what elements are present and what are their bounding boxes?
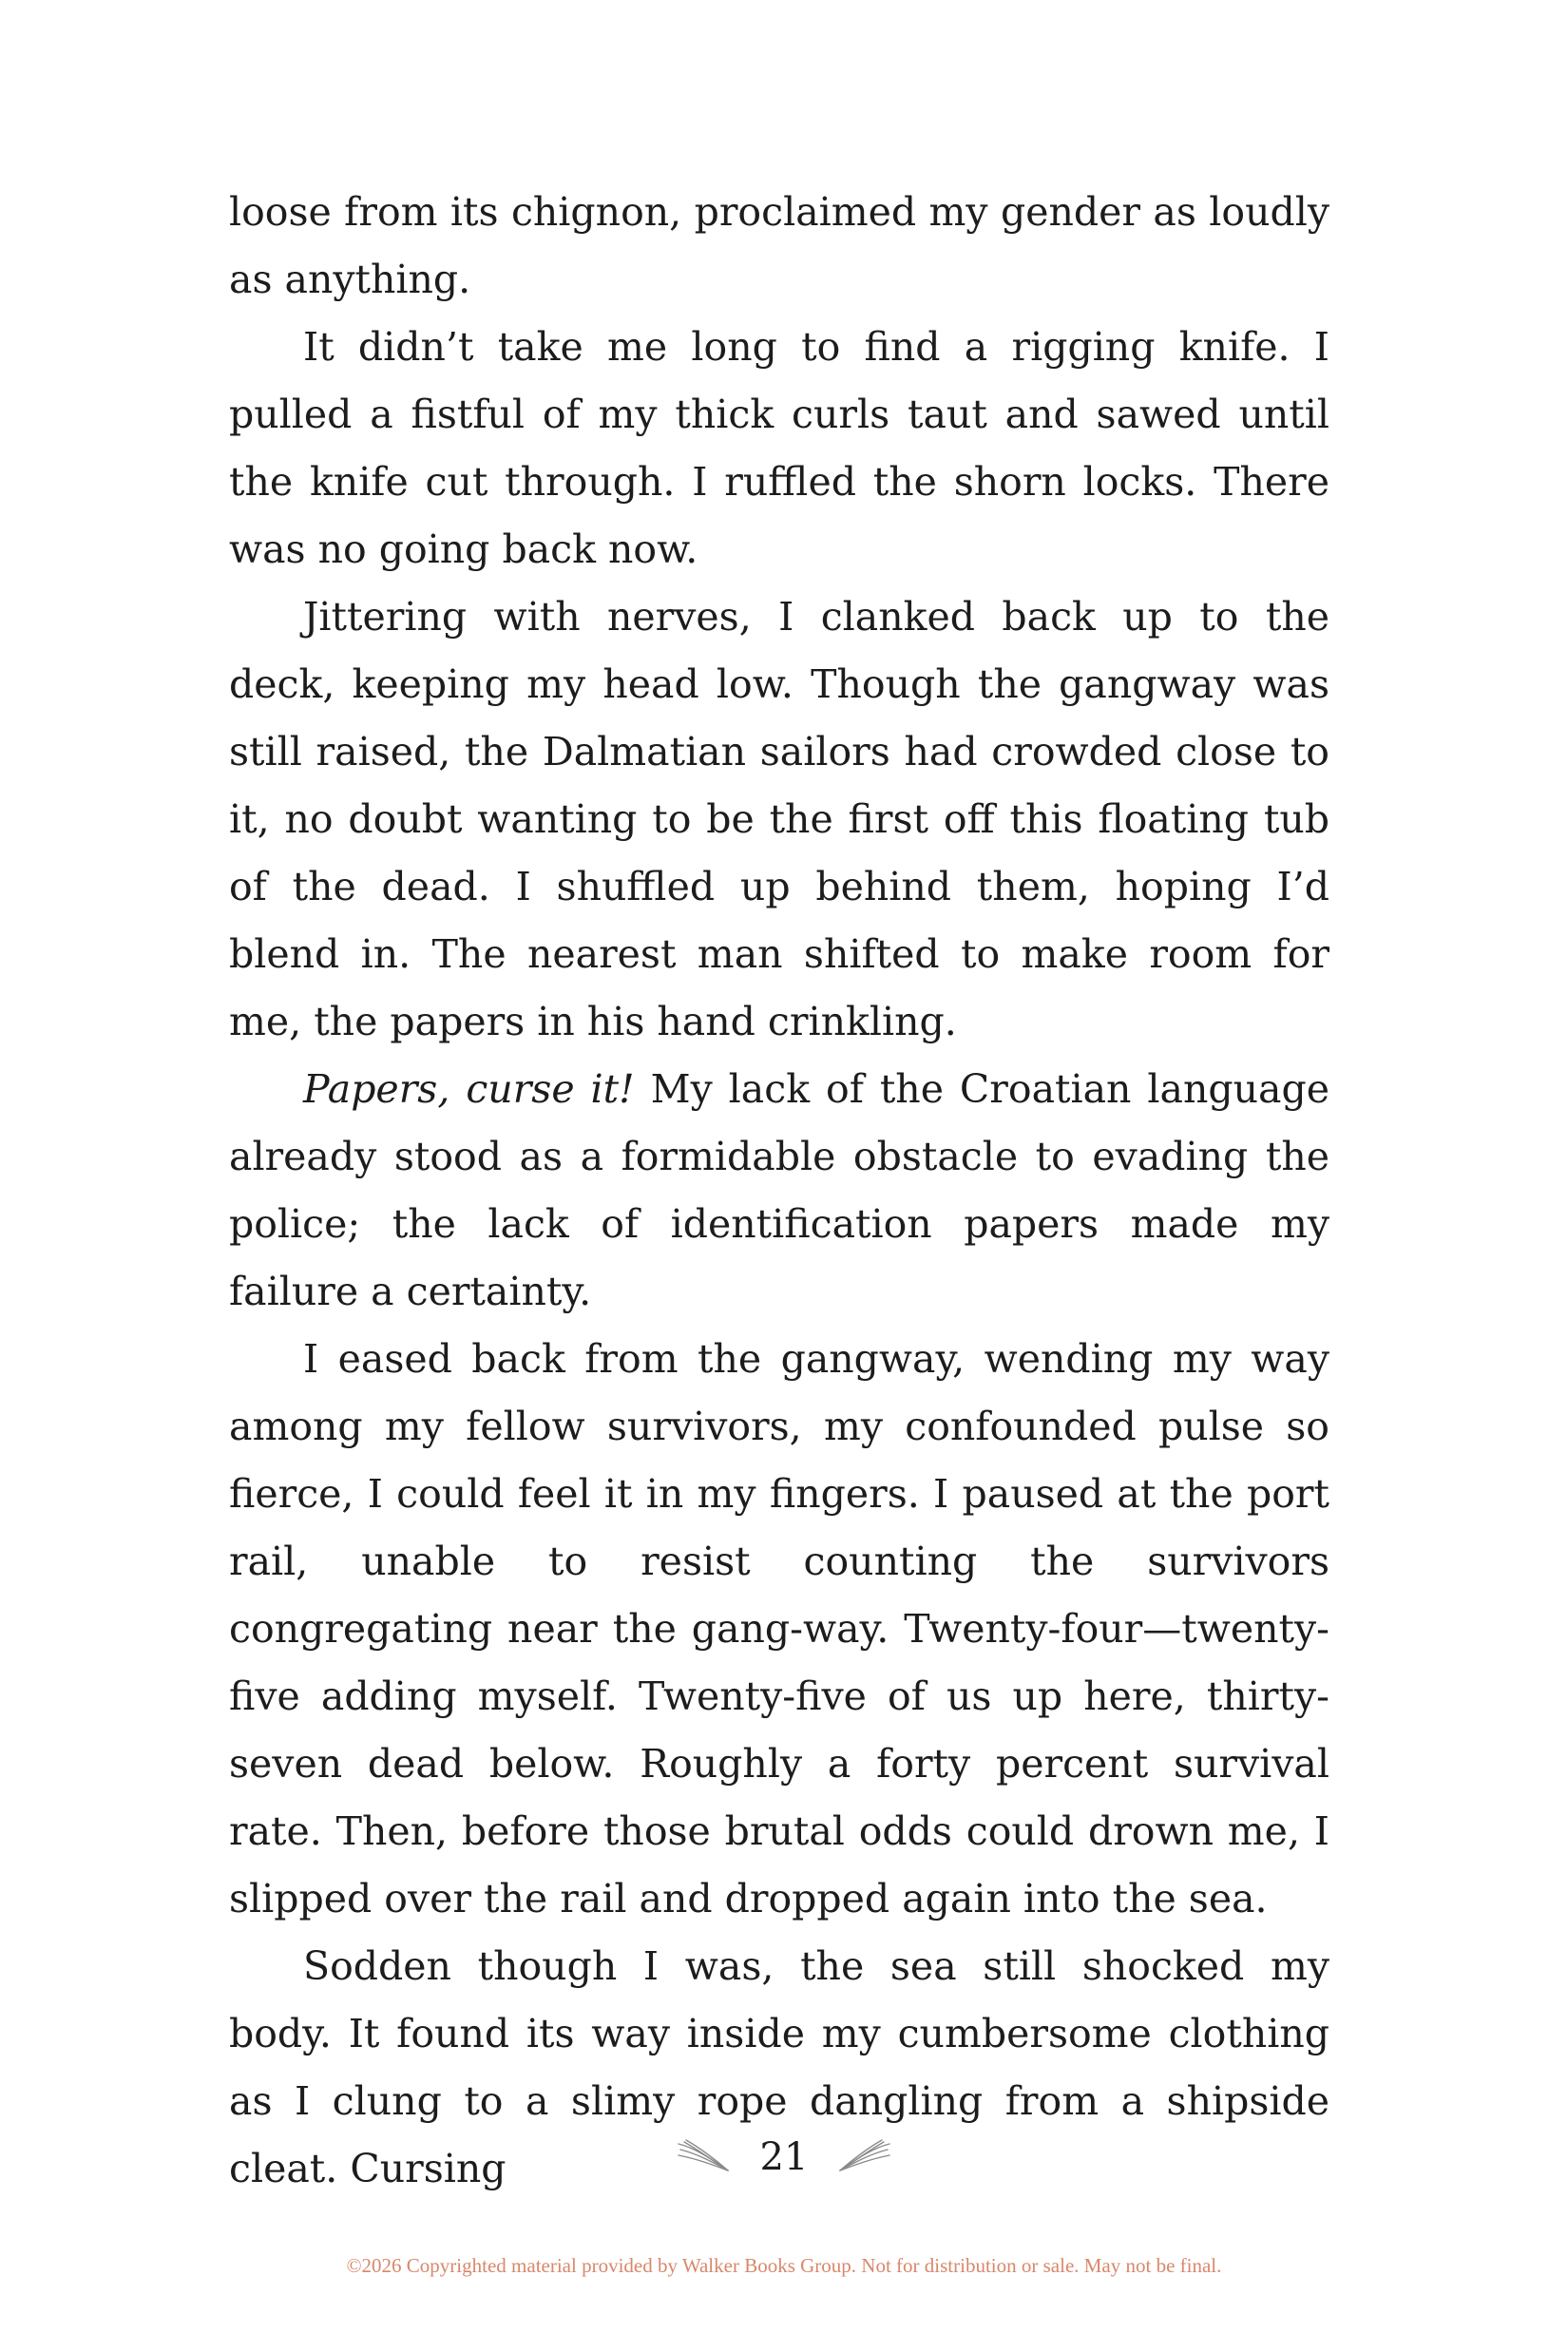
page-number: 21 xyxy=(759,2135,809,2179)
paragraph-4 xyxy=(229,1056,1329,1326)
italic-lead: Papers, curse it! xyxy=(303,1066,635,1112)
folio xyxy=(0,2129,1568,2186)
paragraph-4-rest: My lack of the Croatian language already stood as a formidable obstacle to evading the police; the lack of identification papers made my failure a certainty. xyxy=(229,1066,1329,1314)
paragraph-5: I eased back from the gangway, wending my way among my fellow survivors, my confounded pulse so fierce, I could feel it in my fingers. I paused at the port rail, unable to resist counting the survivors congregating near the gang-way. Twenty-four—twenty-five adding myself. Twenty-five of us up here, thirty-seven dead below. Roughly a forty percent survival rate. Then, before those brutal odds could drown me, I slipped over the rail and dropped again into the sea. xyxy=(229,1336,1329,1922)
copyright-notice: ©2026 Copyrighted material provided by Walker Books Group. Not for distribution or sale. May not be final. xyxy=(346,2254,1222,2277)
paragraph-2: It didn’t take me long to find a rigging knife. I pulled a fistful of my thick curls taut and sawed until the knife cut through. I ruffled the shorn locks. There was no going back now. xyxy=(229,324,1329,572)
paragraph-1: loose from its chignon, proclaimed my gender as loudly as anything. xyxy=(229,189,1329,302)
paragraph-3: Jittering with nerves, I clanked back up to the deck, keeping my head low. Though the gangway was still raised, the Dalmatian sailors had crowded close to it, no doubt wanting to be the first off this floating tub of the dead. I shuffled up behind them, hoping I’d blend in. The nearest man shifted to make room for me, the papers in his hand crinkling. xyxy=(229,594,1329,1044)
body-text xyxy=(229,179,1329,2203)
paragraph-6: Sodden though I was, the sea still shocked my body. It found its way inside my cumbersome clothing as I clung to a slimy rope dangling from a shipside cleat. Cursing xyxy=(229,1943,1329,2191)
feather-ornament-left-icon xyxy=(677,2138,732,2176)
feather-ornament-right-icon xyxy=(836,2138,891,2176)
